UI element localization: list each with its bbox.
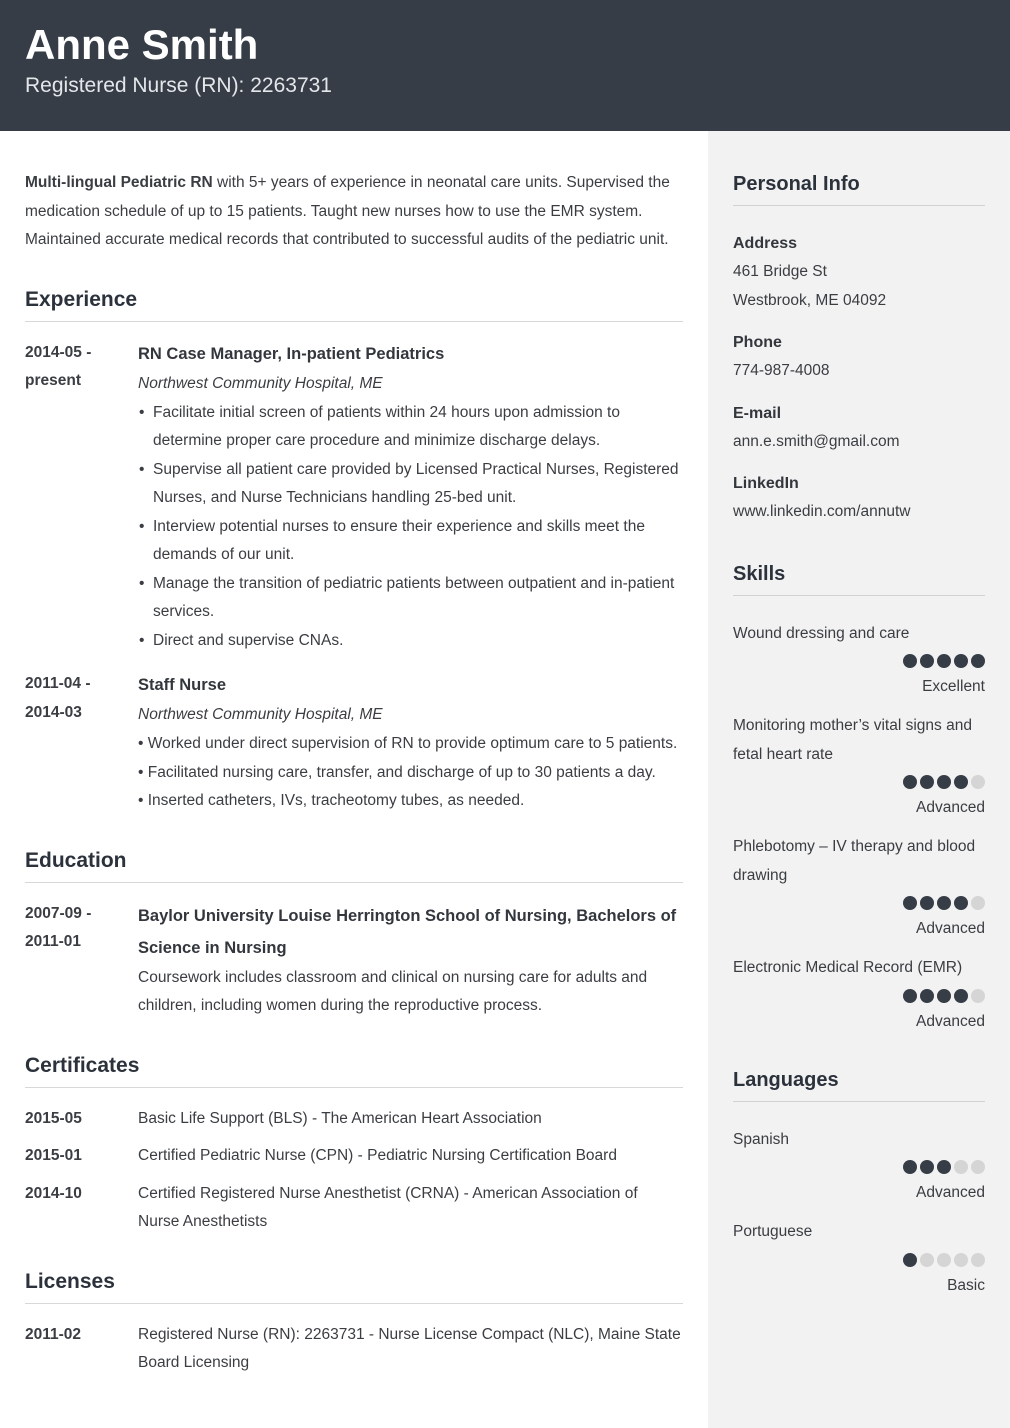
bullet-item: • Facilitated nursing care, transfer, and discharge of up to 30 patients a day. (138, 763, 656, 781)
date-from: 2011-04 - (25, 675, 91, 692)
rating-dot-filled (920, 989, 934, 1003)
rating-level-label: Basic (947, 1276, 985, 1294)
rating-dots (733, 775, 985, 792)
rating-dot-filled (937, 654, 951, 668)
entry-dates (25, 900, 138, 1021)
experience-section (25, 288, 683, 816)
job-company: Northwest Community Hospital, ME (138, 374, 383, 392)
rating-dot-filled (971, 654, 985, 668)
personal-info-label: LinkedIn (733, 475, 799, 492)
rating-dot-filled (937, 1160, 951, 1174)
rating-dot-empty (971, 1253, 985, 1267)
rated-item-name: Portuguese (733, 1223, 813, 1240)
rating-dot-filled (920, 775, 934, 789)
sidebar-column (708, 131, 1010, 1428)
education-section (25, 849, 683, 1021)
bullet-item: • Inserted catheters, IVs, tracheotomy tubes, as needed. (138, 792, 525, 809)
job-title: RN Case Manager, In-patient Pediatrics (138, 344, 445, 363)
row-text: Certified Registered Nurse Anesthetist (CRNA) - American Association of Nurse Anesthetists (138, 1184, 638, 1230)
rated-item (733, 833, 985, 940)
row-text: Registered Nurse (RN): 2263731 - Nurse License Compact (NLC), Maine State Board Licensing (138, 1325, 681, 1371)
skills-heading: Skills (733, 563, 985, 596)
rating-dots (733, 654, 985, 671)
date-to: 2014-03 (25, 703, 82, 721)
rated-item-name: Spanish (733, 1130, 790, 1148)
rated-item (733, 620, 985, 699)
rated-item (733, 712, 985, 819)
licenses-heading: Licenses (25, 1270, 683, 1304)
rating-dot-filled (954, 989, 968, 1003)
skills-section (733, 563, 985, 1033)
rating-dot-filled (920, 1160, 934, 1174)
resume-body (0, 131, 1010, 1428)
job-title: Staff Nurse (138, 676, 227, 694)
rating-dot-filled (937, 989, 951, 1003)
personal-info-label: E-mail (733, 404, 782, 422)
personal-info-item (733, 469, 985, 527)
bullet-item: • Facilitate initial screen of patients within 24 hours upon admission to determine proper care procedure and minimize discharge delays. (138, 399, 683, 456)
personal-info-line: www.linkedin.com/annutw (733, 503, 911, 520)
bullet-item: • Direct and supervise CNAs. (138, 627, 683, 656)
rating-dot-filled (954, 896, 968, 910)
rating-dots (733, 1253, 985, 1270)
education-entry (25, 900, 683, 1021)
personal-info-item (733, 328, 985, 386)
date-from: 2014-05 - (25, 343, 92, 361)
rating-dot-filled (903, 989, 917, 1003)
rating-dots (733, 896, 985, 913)
person-job-title: Registered Nurse (RN): 2263731 (25, 74, 332, 97)
personal-info-line: ann.e.smith@gmail.com (733, 432, 900, 450)
rated-item (733, 1126, 985, 1205)
bullet-item: • Worked under direct supervision of RN to provide optimum care to 5 patients. (138, 735, 678, 752)
rating-dot-filled (954, 775, 968, 789)
experience-entry (25, 339, 683, 656)
row-date: 2015-05 (25, 1109, 82, 1127)
rating-dot-empty (937, 1253, 951, 1267)
rating-dot-filled (954, 654, 968, 668)
rating-dot-filled (903, 775, 917, 789)
rating-dot-filled (920, 654, 934, 668)
rating-dot-empty (971, 896, 985, 910)
rating-dots (733, 1160, 985, 1177)
personal-info-line: 461 Bridge St (733, 263, 827, 280)
rating-level-label: Excellent (922, 678, 985, 695)
licenses-section (25, 1270, 683, 1378)
entry-dates (25, 670, 138, 816)
dated-row (25, 1142, 683, 1171)
languages-section (733, 1069, 985, 1297)
experience-entries (25, 322, 683, 816)
education-entries (25, 883, 683, 1021)
resume-header (0, 0, 1010, 131)
rating-dot-filled (903, 896, 917, 910)
job-company: Northwest Community Hospital, ME (138, 706, 383, 723)
main-column (0, 131, 708, 1428)
summary-lead: Multi-lingual Pediatric RN (25, 174, 213, 191)
rating-dot-filled (903, 1160, 917, 1174)
degree-description: Coursework includes classroom and clinical on nursing care for adults and children, including women during the reproductive process. (138, 968, 648, 1014)
rated-item-name: Electronic Medical Record (EMR) (733, 959, 963, 976)
rated-item-name: Monitoring mother’s vital signs and fetal heart rate (733, 717, 972, 763)
rating-dot-empty (920, 1253, 934, 1267)
entry-body (138, 900, 683, 1021)
certificates-heading: Certificates (25, 1054, 683, 1088)
licenses-rows (25, 1304, 683, 1378)
personal-info-section (733, 173, 985, 527)
bullet-item: • Manage the transition of pediatric patients between outpatient and in-patient services. (138, 570, 683, 627)
dated-row (25, 1321, 683, 1378)
certificates-rows (25, 1088, 683, 1237)
entry-body (138, 339, 683, 656)
rating-dot-filled (937, 775, 951, 789)
personal-info-items (733, 206, 985, 527)
row-date: 2015-01 (25, 1147, 82, 1164)
person-name: Anne Smith (25, 21, 259, 68)
rated-item-name: Phlebotomy – IV therapy and blood drawing (733, 838, 976, 884)
education-heading: Education (25, 849, 683, 883)
rated-item-name: Wound dressing and care (733, 624, 910, 642)
rating-dot-empty (971, 1160, 985, 1174)
languages-items (733, 1102, 985, 1297)
rating-dot-empty (954, 1253, 968, 1267)
rating-level-label: Advanced (916, 1184, 985, 1201)
certificates-section (25, 1054, 683, 1237)
date-from: 2007-09 - (25, 904, 92, 922)
entry-body (138, 670, 683, 816)
summary-rest: with 5+ years of experience in neonatal care units. Supervised the medication schedule of up to 15 patients. Taught new nurses how to use the EMR system. Maintained accurate medical records that contributed to successful audits of the pediatric unit. (25, 174, 670, 248)
personal-info-item (733, 229, 985, 315)
rating-dots (733, 989, 985, 1006)
bullet-item: • Supervise all patient care provided by Licensed Practical Nurses, Registered Nurses, and Nurse Technicians handling 25-bed unit. (138, 456, 683, 513)
personal-info-heading: Personal Info (733, 173, 985, 206)
experience-heading: Experience (25, 288, 683, 322)
rating-dot-filled (903, 654, 917, 668)
personal-info-label: Phone (733, 334, 782, 351)
personal-info-label: Address (733, 235, 798, 252)
dated-row (25, 1180, 683, 1237)
rating-dot-filled (920, 896, 934, 910)
rating-dot-empty (971, 775, 985, 789)
personal-info-value (733, 258, 985, 315)
row-date: 2011-02 (25, 1325, 82, 1343)
row-text: Basic Life Support (BLS) - The American Heart Association (138, 1109, 542, 1127)
dated-row (25, 1105, 683, 1134)
personal-info-value (733, 357, 985, 386)
rating-level-label: Advanced (916, 799, 985, 816)
rating-dot-empty (954, 1160, 968, 1174)
entry-dates (25, 339, 138, 656)
personal-info-line: 774-987-4008 (733, 362, 830, 379)
rating-level-label: Advanced (916, 920, 985, 937)
personal-info-item (733, 399, 985, 457)
personal-info-line: Westbrook, ME 04092 (733, 291, 887, 309)
date-to: 2011-01 (25, 933, 82, 950)
summary-paragraph (25, 169, 683, 255)
personal-info-value (733, 428, 985, 457)
date-to: present (25, 372, 81, 389)
job-bullets (138, 399, 683, 656)
rating-dot-empty (971, 989, 985, 1003)
bullet-item: • Interview potential nurses to ensure their experience and skills meet the demands of our unit. (138, 513, 683, 570)
degree-title: Baylor University Louise Herrington School of Nursing, Bachelors of Science in Nursing (138, 906, 677, 957)
row-text: Certified Pediatric Nurse (CPN) - Pediatric Nursing Certification Board (138, 1147, 617, 1164)
skills-items (733, 596, 985, 1033)
rating-dot-filled (903, 1253, 917, 1267)
row-date: 2014-10 (25, 1184, 82, 1202)
rating-level-label: Advanced (916, 1012, 985, 1030)
rated-item (733, 1218, 985, 1297)
personal-info-value (733, 498, 985, 527)
rating-dot-filled (937, 896, 951, 910)
experience-entry (25, 670, 683, 816)
rated-item (733, 954, 985, 1033)
languages-heading: Languages (733, 1069, 985, 1102)
